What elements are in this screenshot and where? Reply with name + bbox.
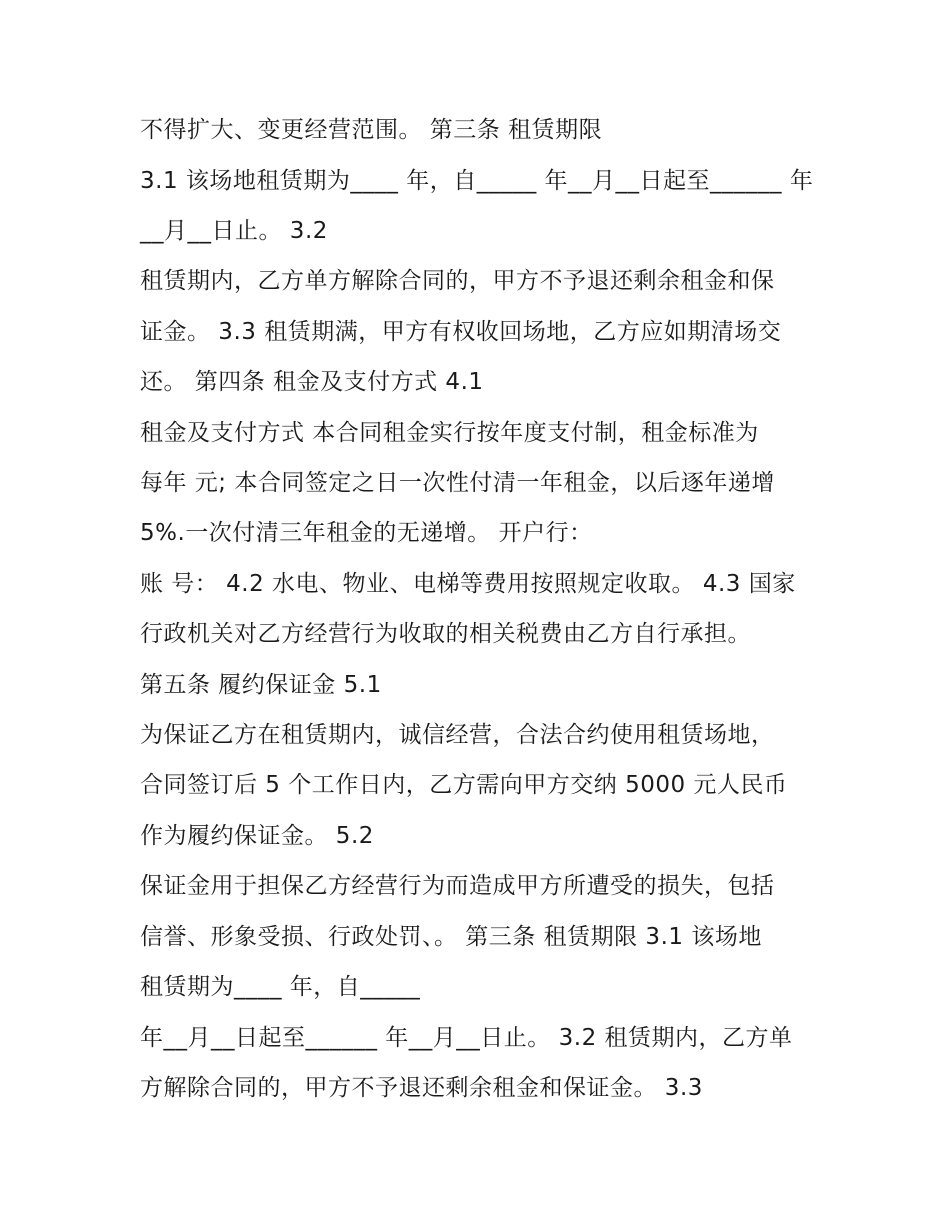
text-line-8: 每年 元; 本合同签定之日一次性付清一年租金，以后逐年递增 (140, 470, 775, 496)
text-line-6: 还。 第四条 租金及支付方式 4.1 (140, 369, 484, 395)
text-line-7: 租金及支付方式 本合同租金实行按年度支付制，租金标准为 (140, 420, 759, 446)
text-line-15: 作为履约保证金。 5.2 (140, 823, 374, 849)
text-line-17: 信誉、形象受损、行政处罚、。 第三条 租赁期限 3.1 该场地 (140, 924, 762, 950)
text-line-19: 年__月__日起至______ 年__月__日止。 3.2 租赁期内，乙方单 (140, 1025, 793, 1051)
text-line-9: 5%.一次付清三年租金的无递增。 开户行： (140, 520, 593, 546)
text-line-14: 合同签订后 5 个工作日内，乙方需向甲方交纳 5000 元人民币 (140, 772, 788, 798)
text-line-18: 租赁期为____ 年，自_____ (140, 974, 421, 1000)
text-line-4: 租赁期内，乙方单方解除合同的，甲方不予退还剩余租金和保 (140, 268, 775, 294)
text-line-11: 行政机关对乙方经营行为收取的相关税费由乙方自行承担。 (140, 621, 751, 647)
text-line-13: 为保证乙方在租赁期内，诚信经营，合法合约使用租赁场地， (140, 722, 775, 748)
text-line-2: 3.1 该场地租赁期为____ 年，自_____ 年__月__日起至______ 年 (140, 168, 814, 194)
text-line-12: 第五条 履约保证金 5.1 (140, 672, 382, 698)
text-line-20: 方解除合同的，甲方不予退还剩余租金和保证金。 3.3 (140, 1075, 703, 1101)
text-line-3: __月__日止。 3.2 (140, 218, 328, 244)
text-line-5: 证金。 3.3 租赁期满，甲方有权收回场地，乙方应如期清场交 (140, 319, 782, 345)
text-line-16: 保证金用于担保乙方经营行为而造成甲方所遭受的损失，包括 (140, 873, 775, 899)
text-line-10: 账 号： 4.2 水电、物业、电梯等费用按照规定收取。 4.3 国家 (140, 571, 796, 597)
text-line-1: 不得扩大、变更经营范围。 第三条 租赁期限 (140, 117, 603, 143)
